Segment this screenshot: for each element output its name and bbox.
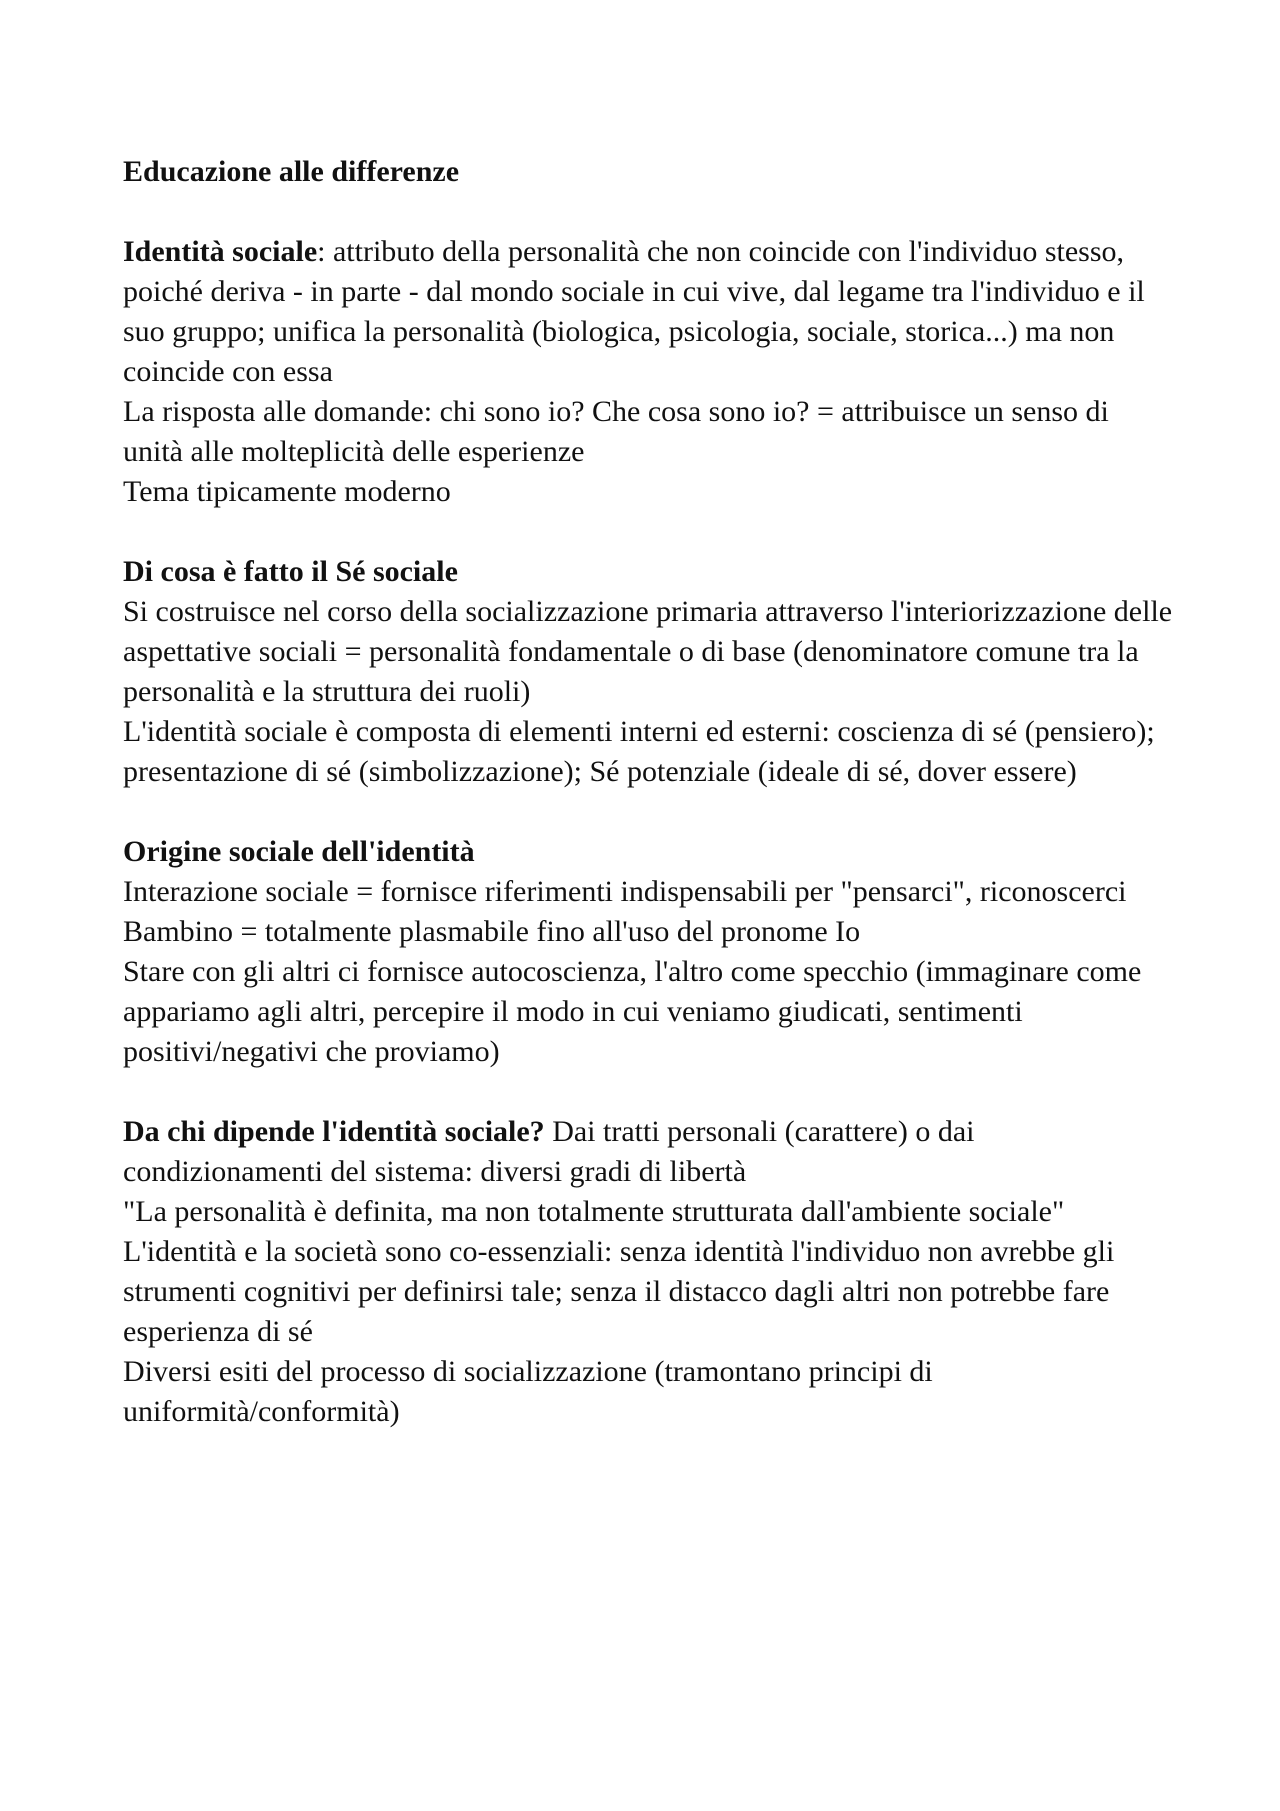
section-heading-suffix: : attributo della personalità che non coincide con l'individuo stesso, poiché deriva - in parte - dal mondo sociale in cui vive, dal legame tra l'individuo e il suo gruppo; unifica la personalità (biologica, psicologia, sociale, storica...) ma non coincide con essa: [123, 235, 1145, 388]
section-da-chi-dipende: [123, 1112, 1173, 1432]
section-heading: Origine sociale dell'identità: [123, 835, 475, 868]
document-page: [123, 152, 1173, 1432]
section-heading-suffix: Dai tratti personali (carattere) o dai condizionamenti del sistema: diversi gradi di libertà: [123, 1115, 975, 1188]
paragraph: L'identità sociale è composta di elementi interni ed esterni: coscienza di sé (pensiero); presentazione di sé (simbolizzazione); Sé potenziale (ideale di sé, dover essere): [123, 715, 1155, 788]
paragraph: "La personalità è definita, ma non totalmente strutturata dall'ambiente sociale": [123, 1195, 1065, 1228]
section-intro: [123, 1112, 1173, 1192]
section-identita-sociale: [123, 232, 1173, 512]
paragraph: La risposta alle domande: chi sono io? Che cosa sono io? = attribuisce un senso di unità alle molteplicità delle esperienze: [123, 395, 1109, 468]
paragraph: Interazione sociale = fornisce riferimenti indispensabili per "pensarci", riconoscerci: [123, 875, 1127, 908]
paragraph: Si costruisce nel corso della socializzazione primaria attraverso l'interiorizzazione delle aspettative sociali = personalità fondamentale o di base (denominatore comune tra la personalità e la struttura dei ruoli): [123, 595, 1173, 708]
paragraph: Bambino = totalmente plasmabile fino all'uso del pronome Io: [123, 915, 861, 948]
section-se-sociale: [123, 552, 1173, 792]
section-heading: Da chi dipende l'identità sociale?: [123, 1115, 545, 1148]
document-title: Educazione alle differenze: [123, 155, 460, 188]
paragraph: Diversi esiti del processo di socializzazione (tramontano principi di uniformità/conformità): [123, 1355, 933, 1428]
paragraph: Stare con gli altri ci fornisce autocoscienza, l'altro come specchio (immaginare come appariamo agli altri, percepire il modo in cui veniamo giudicati, sentimenti positivi/negativi che proviamo): [123, 955, 1142, 1068]
paragraph: L'identità e la società sono co-essenziali: senza identità l'individuo non avrebbe gli strumenti cognitivi per definirsi tale; senza il distacco dagli altri non potrebbe fare esperienza di sé: [123, 1235, 1115, 1348]
section-heading: Identità sociale: [123, 235, 318, 268]
section-intro: [123, 232, 1173, 392]
paragraph: Tema tipicamente moderno: [123, 475, 451, 508]
section-origine-sociale: [123, 832, 1173, 1072]
section-heading: Di cosa è fatto il Sé sociale: [123, 555, 458, 588]
